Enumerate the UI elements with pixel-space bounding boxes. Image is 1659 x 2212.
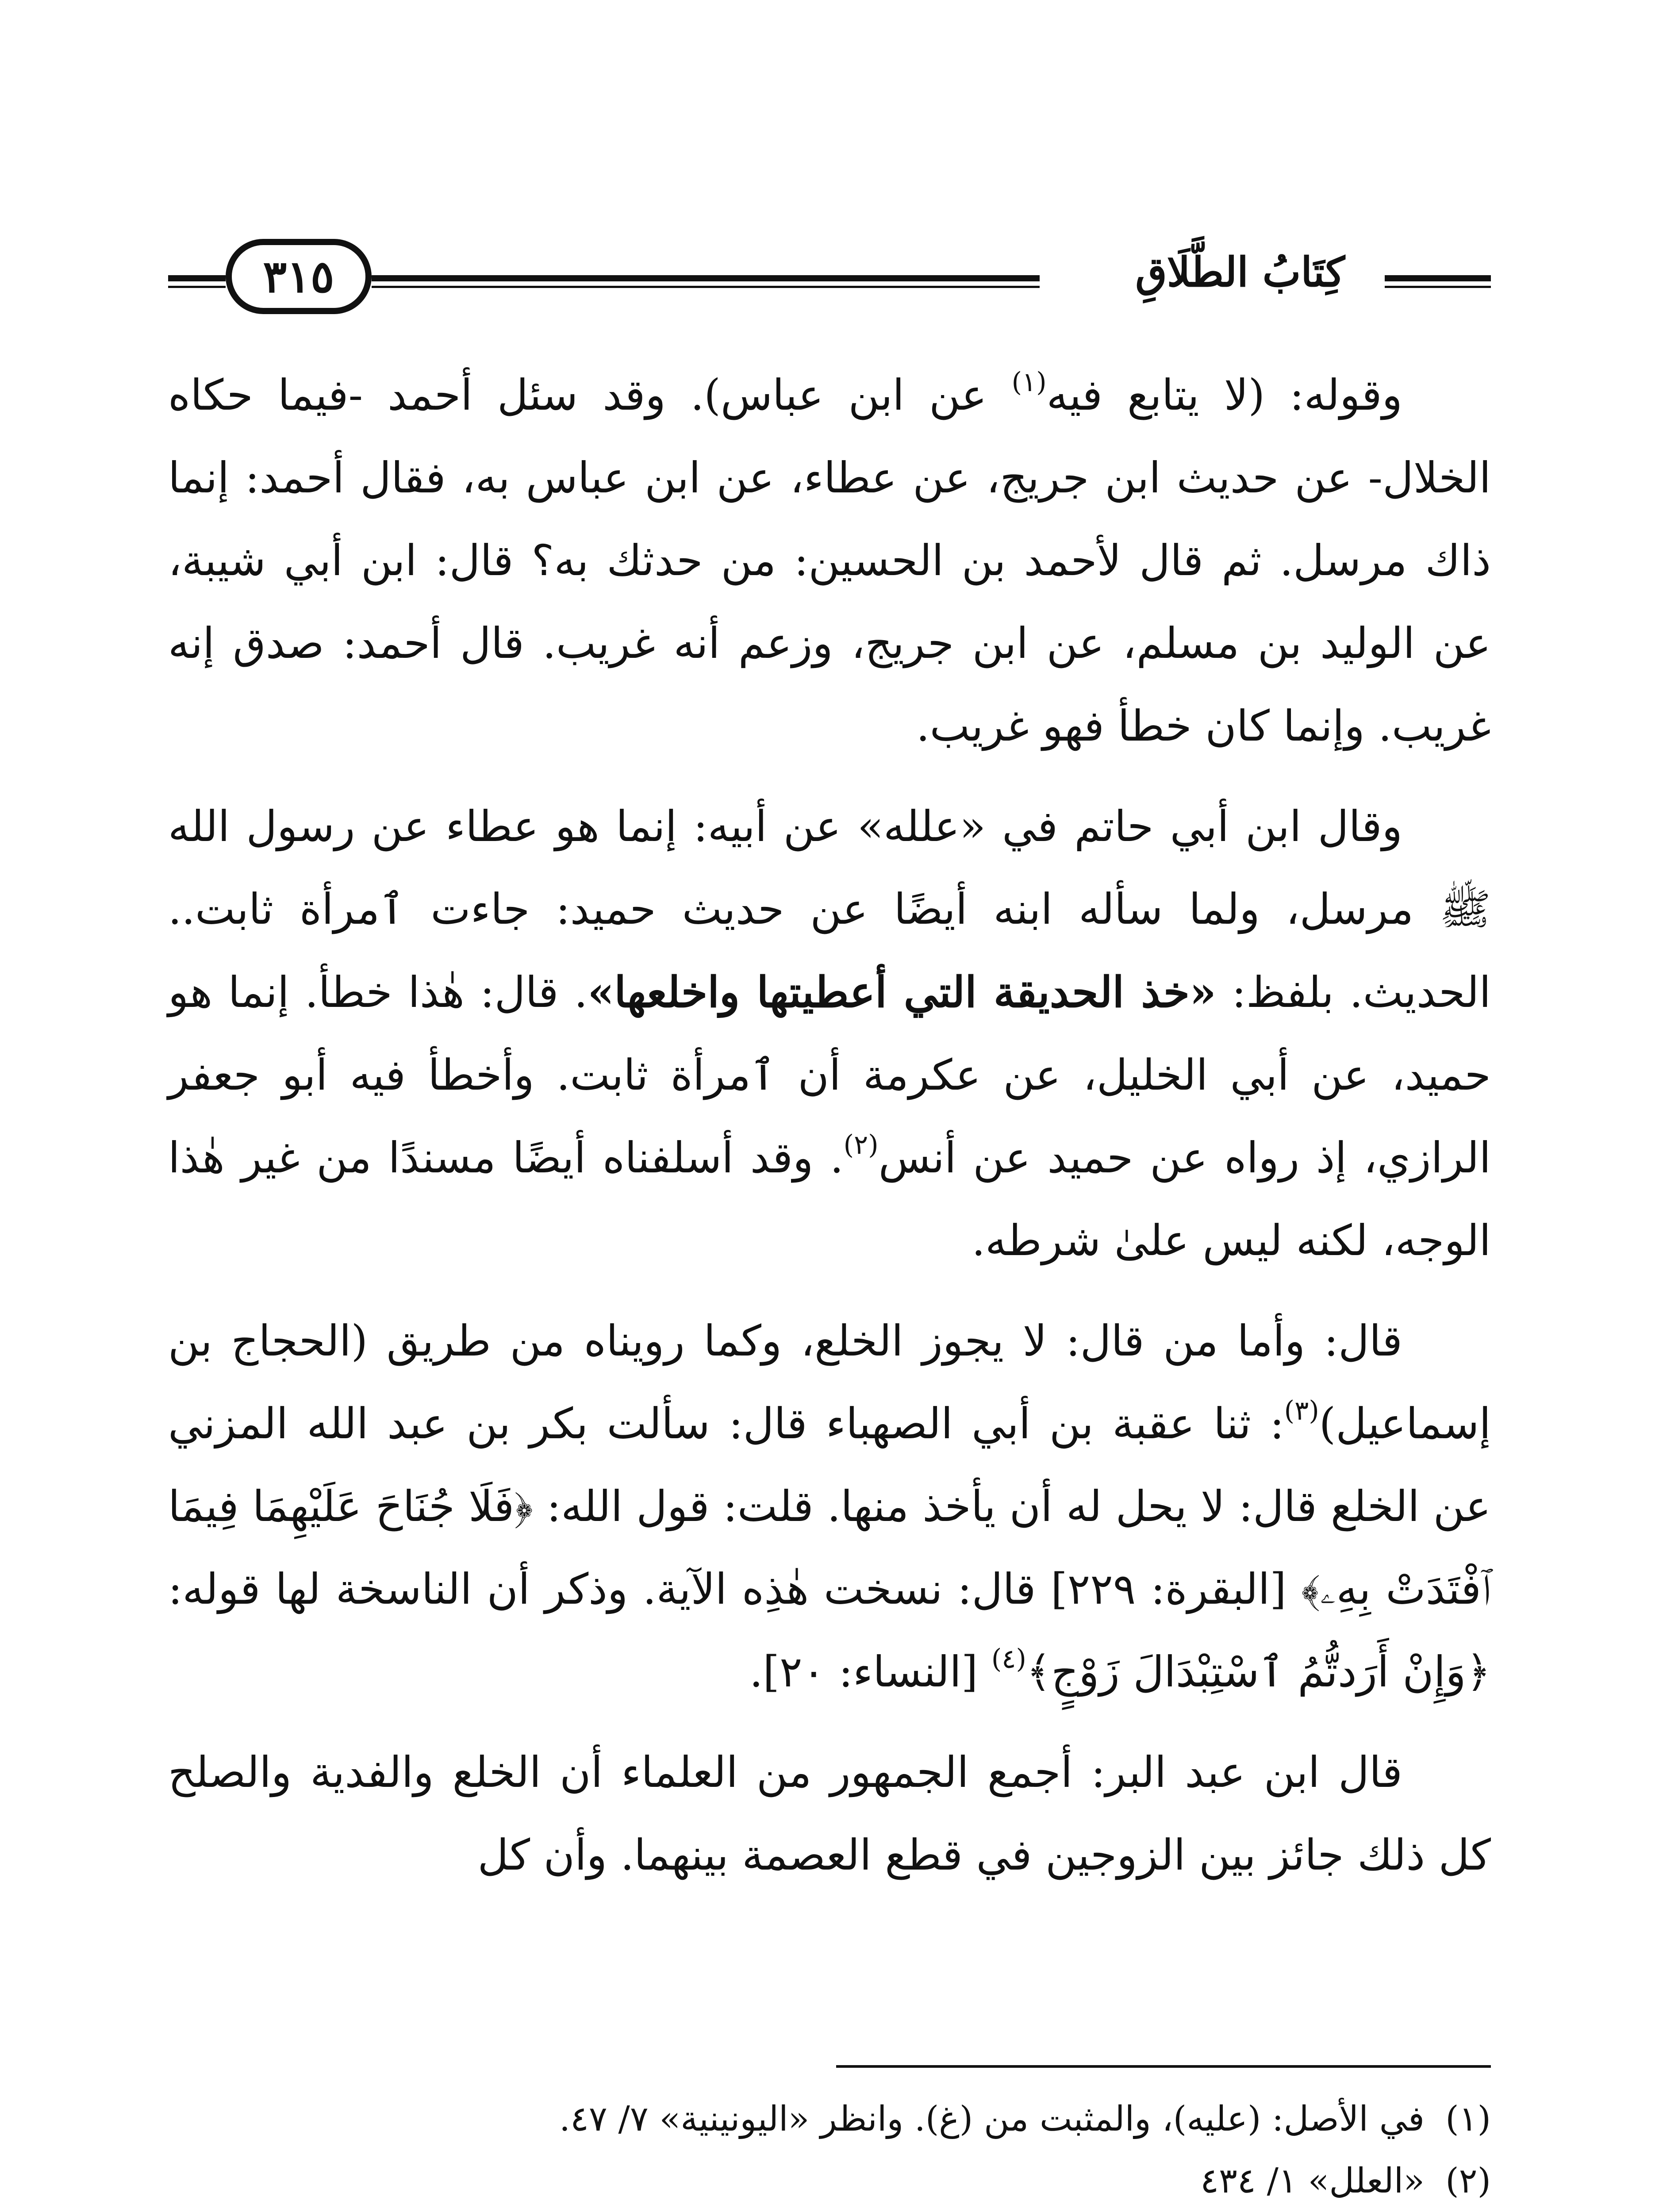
- header-rule: [372, 286, 1040, 288]
- footnote-ref[interactable]: (٣): [1284, 1395, 1319, 1426]
- footnote-ref[interactable]: (٢): [843, 1129, 879, 1160]
- paragraph: [168, 1300, 1491, 1713]
- footnote-separator: [836, 2065, 1491, 2068]
- book-title: كِتَابُ الطَّلَاقِ: [1135, 248, 1345, 296]
- text-run: وقال ابن أبي حاتم في «علله» عن أبيه: إنما هو عطاء عن رسول الله ﷺ مرسل، ولما سأله ابنه أيضًا عن حديث حميد: جاءت ٱمرأة ثابت.. الحديث. بلفظ:: [168, 802, 1491, 1017]
- footnote-text: «العلل» ١/ ٤٣٤: [1200, 2161, 1425, 2201]
- text-run: . وقد أسلفناه أيضًا مسندًا من غير هٰذا الوجه، لكنه ليس علىٰ شرطه.: [168, 1133, 1491, 1265]
- footnote-text: في الأصل: (عليه)، والمثبت من (غ). وانظر «اليونينية» ٧/ ٤٧.: [559, 2099, 1425, 2139]
- footnote: [168, 2150, 1491, 2212]
- paragraph: [168, 354, 1491, 768]
- text-run: : ثنا عقبة بن أبي الصهباء قال: سألت بكر بن عبد الله المزني عن الخلع قال: لا يحل له أن يأخذ منها. قلت: قول الله: ﴿فَلَا جُنَاحَ عَلَيْهِمَا فِيمَا ٱفْتَدَتْ بِهِۦ﴾ [البقرة: ٢٢٩] قال: نسخت هٰذِه الآية. وذكر أن الناسخة لها قوله: ﴿وَإِنْ أَرَدتُّمُ ٱسْتِبْدَالَ زَوْجٍ﴾: [168, 1399, 1491, 1697]
- footnote-ref[interactable]: (١): [1011, 367, 1047, 398]
- footnote-ref[interactable]: (٤): [991, 1644, 1026, 1674]
- footnote-number: (١): [1445, 2099, 1491, 2139]
- text-run: قال ابن عبد البر: أجمع الجمهور من العلماء أن الخلع والفدية والصلح كل ذلك جائز بين الزوجين في قطع العصمة بينهما. وأن كل: [168, 1747, 1491, 1880]
- main-text: [168, 354, 1491, 1897]
- paragraph: [168, 785, 1491, 1282]
- text-run: قال: وأما من قال: لا يجوز الخلع، وكما رويناه من طريق (الحجاج بن إسماعيل): [168, 1316, 1491, 1448]
- paragraph: [168, 1731, 1491, 1897]
- footnote: [168, 2088, 1491, 2150]
- text-run: . قال: هٰذا خطأ. إنما هو حميد، عن أبي الخليل، عن عكرمة أن ٱمرأة ثابت. وأخطأ فيه أبو جعفر الرازي، إذ رواه عن حميد عن أنس: [168, 968, 1491, 1183]
- footnotes: [168, 2088, 1491, 2212]
- header-rule: [372, 275, 1040, 281]
- header-rule: [168, 286, 226, 288]
- text-run: [النساء: ٢٠].: [749, 1647, 991, 1697]
- text-run: وقوله: (لا يتابع فيه: [1046, 370, 1403, 420]
- text-run: عن ابن عباس). وقد سئل أحمد -فيما حكاه الخلال- عن حديث ابن جريج، عن عطاء، عن ابن عباس به، فقال أحمد: إنما ذاك مرسل. ثم قال لأحمد بن الحسين: من حدثك به؟ قال: ابن أبي شيبة، عن الوليد بن مسلم، عن ابن جريج، وزعم أنه غريب. قال أحمد: صدق إنه غريب. وإنما كان خطأ فهو غريب.: [168, 370, 1491, 751]
- page-number: ٣١٥: [226, 239, 372, 314]
- header-rule: [168, 275, 226, 281]
- running-header: [168, 230, 1491, 323]
- hadith-quote: «خذ الحديقة التي أعطيتها واخلعها»: [588, 967, 1217, 1017]
- footnote-number: (٢): [1445, 2161, 1491, 2201]
- header-rule: [1385, 275, 1491, 281]
- header-rule: [1385, 286, 1491, 288]
